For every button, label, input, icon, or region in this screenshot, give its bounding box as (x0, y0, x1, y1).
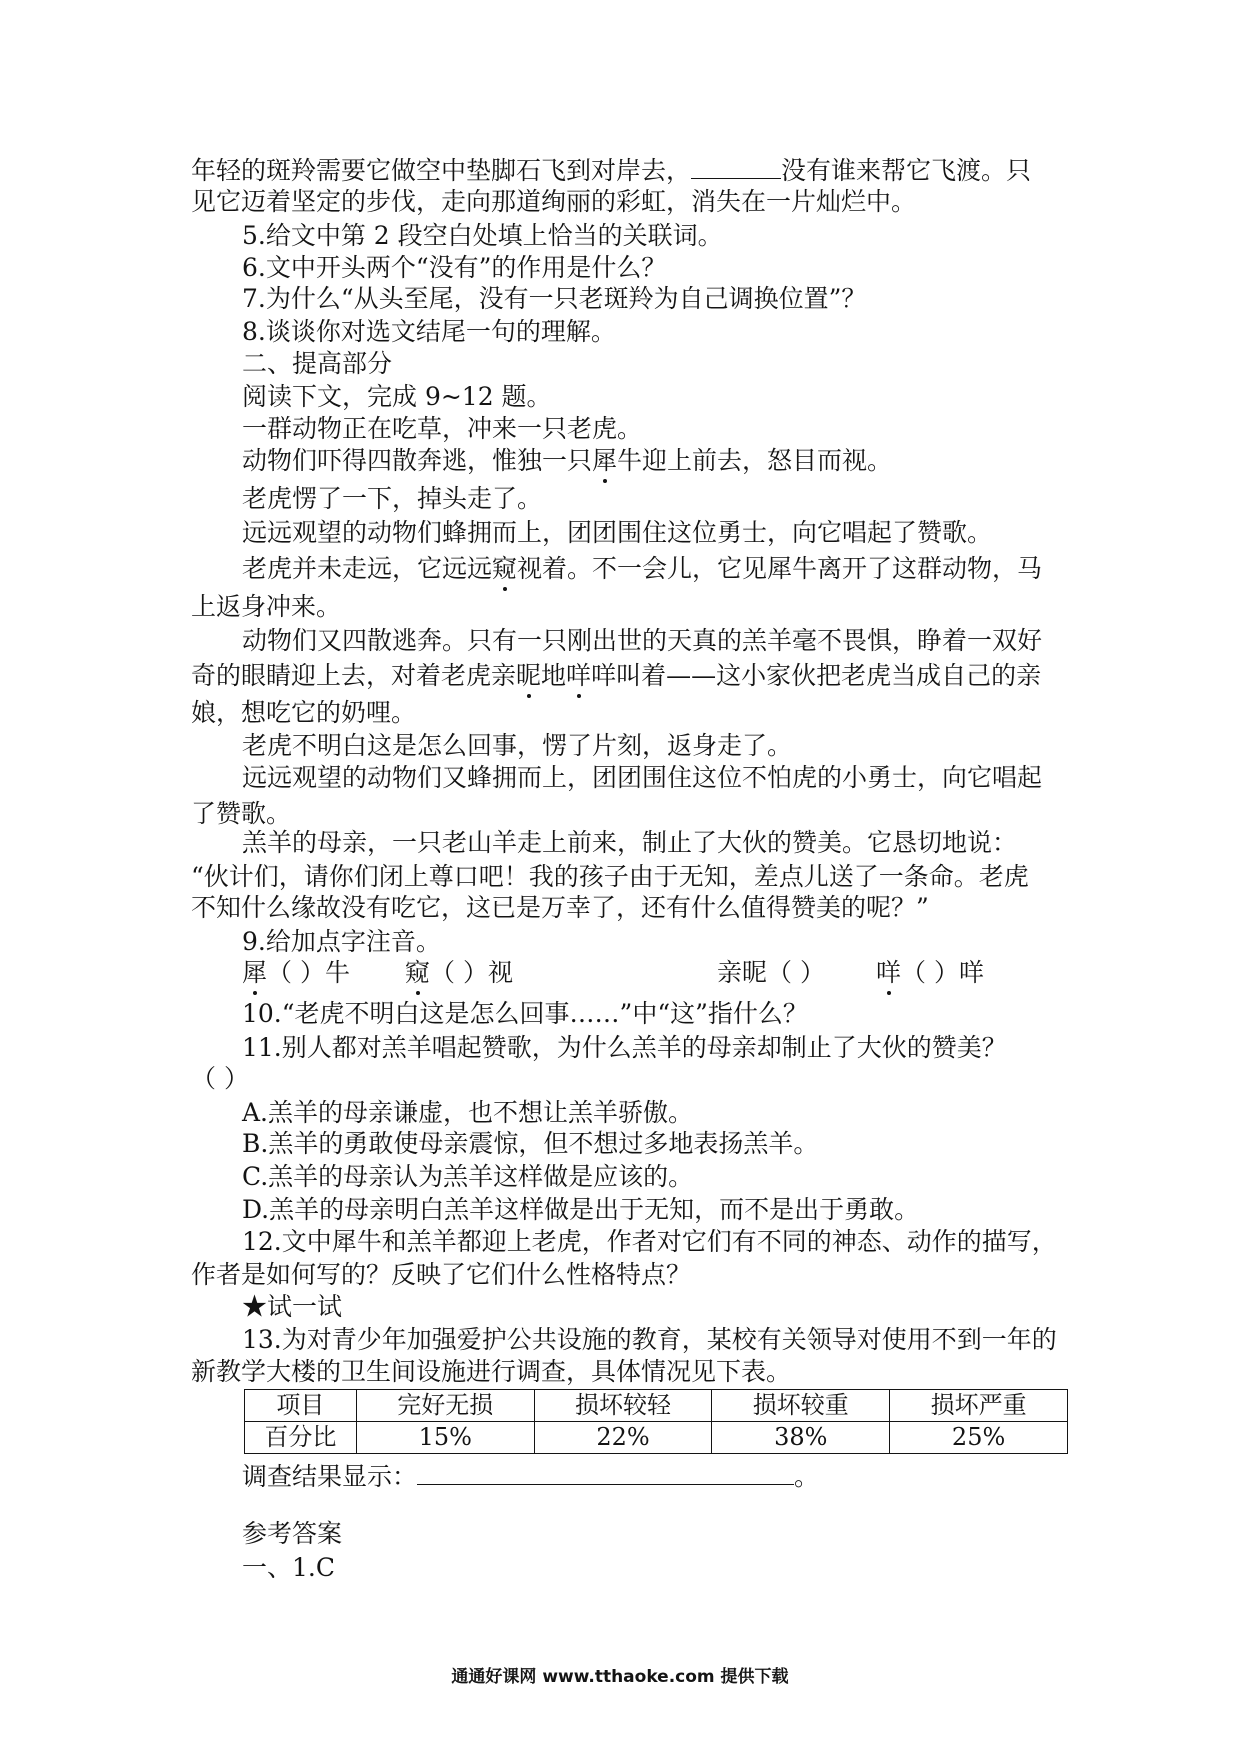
pinyin-item (717, 958, 825, 988)
prev-passage-line-1 (191, 154, 1031, 186)
option-a: A.羔羊的母亲谦虚，也不想让羔羊骄傲。 (242, 1098, 694, 1127)
question-9: 9.给加点字注音。 (242, 927, 441, 956)
question-13: 13.为对青少年加强爱护公共设施的教育，某校有关领导对使用不到一年的 (242, 1325, 1057, 1354)
story-line: 远远观望的动物们蜂拥而上，团团围住这位勇士，向它唱起了赞歌。 (242, 518, 993, 547)
option-b: B.羔羊的勇敢使母亲震惊，但不想过多地表扬羔羊。 (242, 1129, 819, 1158)
emphasized-character: 窥 (492, 554, 518, 583)
emphasized-character: 咩 (876, 958, 902, 987)
story-line: 上返身冲来。 (191, 592, 342, 621)
story-line (242, 554, 1042, 584)
reading-instruction: 阅读下文，完成 9~12 题。 (242, 382, 552, 411)
story-line: 不知什么缘故没有吃它，这已是万幸了，还有什么值得赞美的呢？” (191, 893, 929, 922)
question-5: 5.给文中第 2 段空白处填上恰当的关联词。 (242, 221, 723, 250)
table-header-cell: 损坏严重 (890, 1390, 1068, 1422)
survey-result-line (242, 1460, 819, 1492)
question-10: 10.“老虎不明白这是怎么回事……”中“这”指什么？ (242, 999, 808, 1028)
word: 亲昵 (717, 958, 768, 987)
table-cell: 15% (356, 1422, 534, 1454)
question-8: 8.谈谈你对选文结尾一句的理解。 (242, 317, 616, 346)
table-header-cell: 项目 (245, 1390, 357, 1422)
story-line: “伙计们，请你们闭上尊口吧！我的孩子由于无知，差点儿送了一条命。老虎 (191, 862, 1029, 891)
table-cell: 百分比 (245, 1422, 357, 1454)
table-header-cell: 完好无损 (356, 1390, 534, 1422)
pinyin-item (405, 958, 513, 988)
emphasized-character: 昵 (516, 661, 542, 690)
question-7: 7.为什么“从头至尾，没有一只老斑羚为自己调换位置”？ (242, 284, 867, 313)
story-text: 视着。不一会儿，它见犀牛离开了这群动物，马 (517, 554, 1043, 583)
question-6: 6.文中开头两个“没有”的作用是什么？ (242, 253, 667, 282)
story-line: 娘，想吃它的奶哩。 (191, 698, 417, 727)
prev-passage-line-2: 见它迈着坚定的步伐，走向那道绚丽的彩虹，消失在一片灿烂中。 (191, 187, 917, 216)
story-line: 羔羊的母亲，一只老山羊走上前来，制止了大伙的赞美。它恳切地说： (242, 828, 1018, 857)
fill-in-blank (691, 154, 781, 179)
story-line: 老虎不明白这是怎么回事，愣了片刻，返身走了。 (242, 731, 793, 760)
pinyin-blank: （ ） (767, 958, 825, 987)
story-line: 一群动物正在吃草，冲来一只老虎。 (242, 414, 643, 443)
story-text: 牛迎上前去，怒目而视。 (617, 446, 893, 475)
story-line: 动物们又四散逃奔。只有一只刚出世的天真的羔羊毫不畏惧，睁着一双好 (242, 626, 1043, 655)
story-text: 咩叫着——这小家伙把老虎当成自己的亲 (591, 661, 1042, 690)
pinyin-item (876, 958, 984, 988)
pinyin-blank: （ ）咩 (901, 958, 984, 987)
question-11: 11.别人都对羔羊唱起赞歌，为什么羔羊的母亲却制止了大伙的赞美？ (242, 1033, 1007, 1062)
emphasized-character: 窥 (405, 958, 431, 987)
pinyin-blank: （ ）牛 (267, 958, 350, 987)
pinyin-item (242, 958, 350, 988)
result-label: 调查结果显示： (242, 1462, 418, 1491)
emphasized-character: 咩 (566, 661, 592, 690)
story-text: 奇的眼睛迎上去，对着老虎亲 (191, 661, 517, 690)
table-row (245, 1422, 1068, 1454)
survey-table (244, 1389, 1068, 1454)
table-header-cell: 损坏较轻 (534, 1390, 712, 1422)
story-text: 地 (541, 661, 567, 690)
option-d: D.羔羊的母亲明白羔羊这样做是出于无知，而不是出于勇敢。 (242, 1195, 920, 1224)
question-12-cont: 作者是如何写的？反映了它们什么性格特点？ (191, 1260, 692, 1289)
story-text: 老虎并未走远，它远远 (242, 554, 493, 583)
page-footer: 通通好课网 www.tthaoke.com 提供下载 (451, 1667, 789, 1687)
story-line: 远远观望的动物们又蜂拥而上，团团围住这位不怕虎的小勇士，向它唱起 (242, 763, 1043, 792)
table-cell: 22% (534, 1422, 712, 1454)
result-end: 。 (794, 1462, 820, 1491)
prev-passage-text: 没有谁来帮它飞渡。只 (781, 156, 1032, 185)
answer-parentheses: （ ） (191, 1064, 249, 1093)
pinyin-blank: （ ）视 (430, 958, 513, 987)
table-header-row (245, 1390, 1068, 1422)
story-line: 了赞歌。 (191, 799, 292, 828)
answers-heading: 参考答案 (242, 1519, 343, 1548)
table-cell: 38% (712, 1422, 890, 1454)
section-heading: 二、提高部分 (242, 349, 393, 378)
question-12: 12.文中犀牛和羔羊都迎上老虎，作者对它们有不同的神态、动作的描写， (242, 1227, 1057, 1256)
story-line: 老虎愣了一下，掉头走了。 (242, 484, 543, 513)
table-header-cell: 损坏较重 (712, 1390, 890, 1422)
story-text: 动物们吓得四散奔逃，惟独一只 (242, 446, 593, 475)
prev-passage-text: 年轻的斑羚需要它做空中垫脚石飞到对岸去， (191, 156, 692, 185)
story-line (191, 661, 1041, 691)
answer-item: 一、1.C (242, 1553, 335, 1582)
table-cell: 25% (890, 1422, 1068, 1454)
try-heading: ★试一试 (242, 1292, 343, 1321)
emphasized-character: 犀 (242, 958, 268, 987)
story-line (242, 446, 892, 476)
option-c: C.羔羊的母亲认为羔羊这样做是应该的。 (242, 1162, 694, 1191)
answer-blank (417, 1460, 794, 1485)
question-13-cont: 新教学大楼的卫生间设施进行调查，具体情况见下表。 (191, 1357, 792, 1386)
emphasized-character: 犀 (592, 446, 618, 475)
